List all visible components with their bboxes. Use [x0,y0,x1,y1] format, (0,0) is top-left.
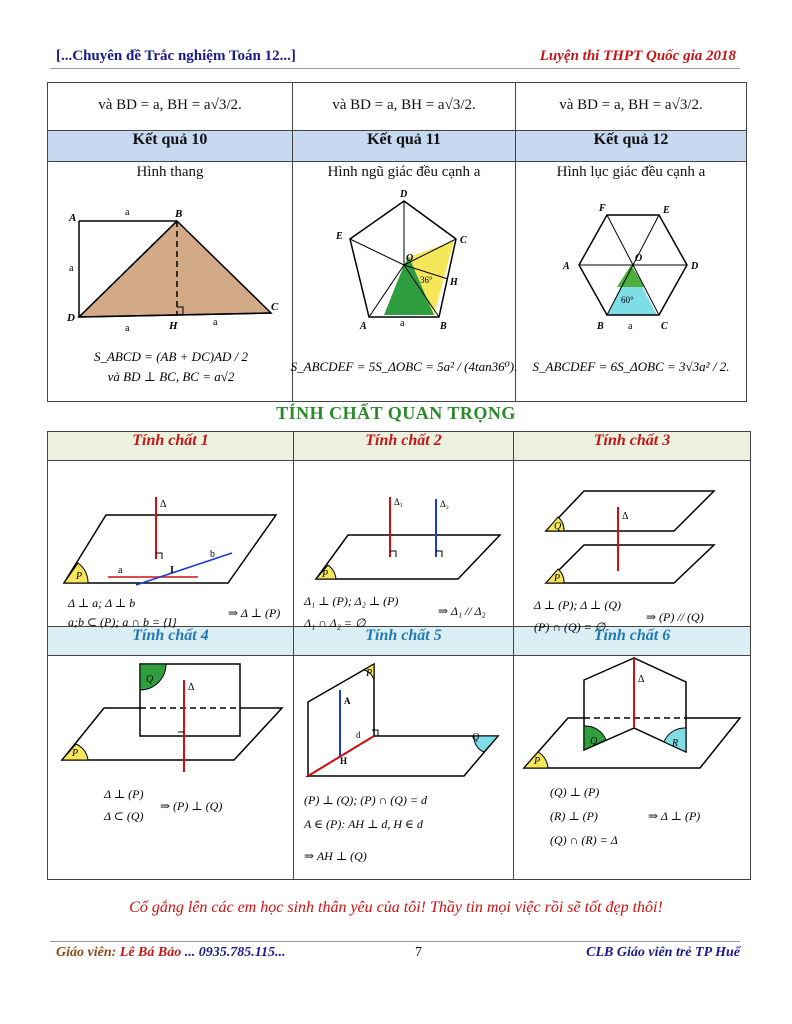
p2-label-delta2: Δ₂ [440,499,449,509]
p4-line-2: Δ ⊂ (Q) [104,809,144,823]
hex-label-B: B [596,321,604,332]
pent-label-H: H [449,277,458,288]
p1-line-1: Δ ⊥ a; Δ ⊥ b [68,596,136,610]
page-footer [56,945,740,961]
p1-label-b: b [210,549,215,560]
pent-label-a: a [399,318,404,329]
result-subtitle-10: Hình thang [136,164,204,180]
hex-label-O: O [634,253,642,264]
property-6-figure [514,656,751,874]
p4-label-P: P [72,748,79,759]
p2-line-1: Δ₁ ⊥ (P); Δ₂ ⊥ (P) [304,594,399,608]
p6-label-R: R [672,738,679,749]
page-header [56,44,736,68]
hex-label-A: A [562,261,570,272]
top-cell-2: và BD = a, BH = a√3/2. [293,83,516,131]
p6-line-1: (Q) ⊥ (P) [550,785,600,799]
p1-label-P: P [76,571,83,582]
property-cell-5 [294,656,514,880]
top-cell-1: và BD = a, BH = a√3/2. [48,83,293,131]
result-title-10: Kết quả 10 [48,131,293,162]
p4-line-1: Δ ⊥ (P) [104,787,144,801]
p1-line-2: a;b ⊂ (P); a ∩ b = {I} [68,615,177,629]
p5-label-A: A [344,696,351,706]
header-rule [50,68,740,69]
property-cell-4 [48,656,294,880]
p1-label-delta: Δ [160,499,167,510]
p6-result: ⇒ Δ ⊥ (P) [648,809,701,823]
properties-table [47,431,751,880]
hex-label-angle: 60° [620,295,634,305]
pent-label-C: C [459,235,467,246]
p1-label-a: a [118,565,123,576]
hex-label-E: E [662,205,670,216]
pent-label-B: B [439,321,447,332]
section-title: TÍNH CHẤT QUAN TRỌNG [276,403,516,423]
p6-line-2: (R) ⊥ (P) [550,809,598,823]
p4-result: ⇒ (P) ⊥ (Q) [160,799,223,813]
property-title-1: Tính chất 1 [48,432,294,461]
property-title-2: Tính chất 2 [294,432,514,461]
hex-label-C: C [660,321,668,332]
hexagon-figure [517,181,746,386]
property-3-figure [514,461,751,634]
p2-label-P: P [322,569,329,580]
p6-line-3: (Q) ∩ (R) = Δ [550,833,618,847]
result-formula-10b: và BD ⊥ BC, BC = a√2 [107,369,234,384]
p3-label-delta: Δ [622,511,629,522]
p3-result: ⇒ (P) // (Q) [646,610,704,624]
header-left: [...Chuyên đề Trắc nghiệm Toán 12...] [56,48,296,64]
pentagon-figure [290,181,517,386]
property-title-4: Tính chất 4 [48,627,294,656]
p1-label-I: I [170,565,174,576]
result-formula-12: S_ABCDEF = 6S_ΔOBC = 3√3a² / 2. [532,359,729,374]
pent-label-E: E [335,231,343,242]
result-cell-10 [48,162,293,402]
trap-label-A: A [68,212,76,224]
p2-line-2: Δ₁ ∩ Δ₂ = ∅ [304,616,366,630]
hex-label-F: F [598,203,606,214]
property-5-figure [294,656,514,874]
result-title-11: Kết quả 11 [293,131,516,162]
property-title-6: Tính chất 6 [514,627,751,656]
p5-label-H: H [340,756,348,766]
p5-label-Q: Q [472,732,480,743]
trap-label-C: C [270,301,278,313]
property-cell-3 [514,461,751,634]
page-number: 7 [415,945,422,960]
header-right: Luyện thi THPT Quốc gia 2018 [539,48,736,64]
result-formula-11: S_ABCDEF = 5S_ΔOBC = 5a² / (4tan36⁰). [290,359,517,374]
result-cell-12 [516,162,747,402]
p5-line-1: (P) ⊥ (Q); (P) ∩ (Q) = d [304,793,428,807]
p2-label-delta1: Δ₁ [394,497,403,507]
pent-label-O: O [405,253,413,264]
p3-label-P: P [554,573,561,584]
p5-line-2: A ∈ (P): AH ⊥ d, H ∈ d [304,817,423,831]
trap-label-a1: a [124,207,129,218]
result-cell-11 [290,162,517,402]
p2-result: ⇒ Δ₁ // Δ₂ [438,604,486,618]
trap-label-a3: a [124,323,129,334]
property-cell-1 [48,461,294,627]
trap-label-H: H [168,320,178,332]
pent-label-angle: 36° [419,275,433,285]
footer-club: CLB Giáo viên trẻ TP Huế [586,945,740,960]
footer-teacher-label: Giáo viên: [56,945,117,960]
result-formula-10: S_ABCD = (AB + DC)AD / 2 [93,349,248,364]
property-2-figure [294,461,514,630]
p4-label-delta: Δ [188,682,195,693]
property-title-3: Tính chất 3 [514,432,751,461]
top-cell-3: và BD = a, BH = a√3/2. [516,83,747,131]
p5-label-P: P [366,668,373,679]
trap-label-a4: a [212,317,217,328]
p3-label-Q: Q [554,521,562,532]
result-subtitle-12: Hình lục giác đều cạnh a [556,164,706,180]
p6-label-Q: Q [590,736,598,747]
hex-label-a: a [627,321,632,332]
motto: Cố gắng lên các em học sinh thân yêu của tôi! Thầy tin mọi việc rồi sẽ tốt đẹp thôi! [129,899,663,916]
p3-line-1: Δ ⊥ (P); Δ ⊥ (Q) [534,598,621,612]
trap-label-D: D [66,312,75,324]
trap-label-a2: a [68,263,73,274]
trap-label-B: B [174,208,182,220]
p3-line-2: (P) ∩ (Q) = ∅ [534,620,606,634]
p6-label-P: P [534,756,541,767]
results-table [47,82,747,402]
result-subtitle-11: Hình ngũ giác đều cạnh a [327,164,481,180]
property-1-figure [48,461,294,629]
p5-label-d: d [356,730,361,740]
property-cell-2 [294,461,514,630]
p6-label-delta: Δ [638,674,645,685]
p4-label-Q: Q [146,674,154,685]
pent-label-A: A [359,321,367,332]
footer-teacher-name: Lê Bá Bảo [119,945,182,960]
result-title-12: Kết quả 12 [516,131,747,162]
hex-label-D: D [690,261,698,272]
p5-result: ⇒ AH ⊥ (Q) [304,849,367,863]
pent-label-D: D [399,189,407,200]
property-4-figure [48,656,294,874]
property-cell-6 [514,656,751,880]
footer-rule [50,941,740,942]
trapezoid-figure [49,181,292,386]
property-title-5: Tính chất 5 [294,627,514,656]
footer-phone: ... 0935.785.115... [184,945,286,960]
p1-result: ⇒ Δ ⊥ (P) [228,606,281,620]
